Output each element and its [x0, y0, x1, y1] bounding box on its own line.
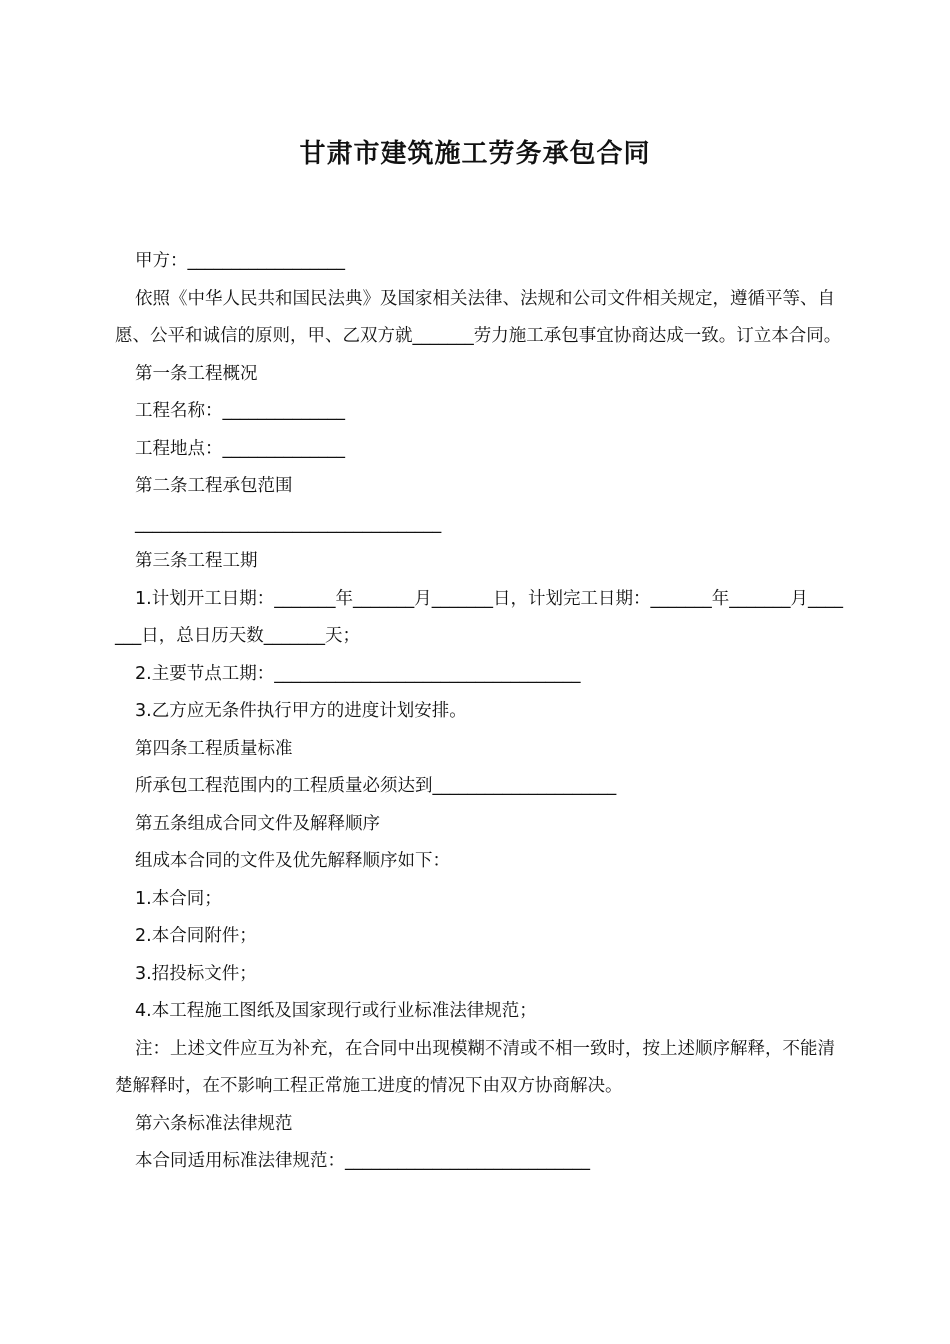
- document-title: 甘肃市建筑施工劳务承包合同: [299, 139, 651, 169]
- article-3-heading: 第三条工程工期: [135, 551, 258, 571]
- document-body: [115, 243, 845, 1181]
- article-6-heading: 第六条标准法律规范: [135, 1113, 293, 1134]
- document-list-item: 3.招投标文件；: [135, 963, 257, 984]
- project-name-line: 工程名称：______________: [135, 401, 345, 421]
- document-list-item: 4.本工程施工图纸及国家现行或行业标准法律规范；: [135, 1001, 537, 1021]
- article-2-heading: 第二条工程承包范围: [135, 476, 293, 496]
- document-list-item: 1.本合同；: [135, 888, 222, 909]
- party-a-line: 甲方：__________________: [135, 251, 345, 271]
- applicable-standards-line: 本合同适用标准法律规范：____________________________: [135, 1151, 590, 1171]
- project-location-line: 工程地点：______________: [135, 438, 345, 459]
- schedule-dates-paragraph: 1.计划开工日期：_______年_______月_______日，计划完工日期：_______年_______月_______日，总日历天数_______天；: [115, 588, 843, 646]
- article-5-heading: 第五条组成合同文件及解释顺序: [135, 813, 380, 834]
- quality-standard-line: 所承包工程范围内的工程质量必须达到_____________________: [135, 776, 617, 796]
- document-list-item: 2.本合同附件；: [135, 926, 257, 946]
- article-1-heading: 第一条工程概况: [135, 363, 258, 384]
- documents-order-intro: 组成本合同的文件及优先解释顺序如下：: [135, 851, 450, 871]
- scope-blank-line: ___________________________________: [135, 513, 442, 534]
- article-4-heading: 第四条工程质量标准: [135, 738, 293, 759]
- preamble-paragraph: 依照《中华人民共和国民法典》及国家相关法律、法规和公司文件相关规定，遵循平等、自愿、公平和诚信的原则，甲、乙双方就_______劳力施工承包事宜协商达成一致。订立本合同。: [115, 288, 842, 346]
- schedule-compliance-line: 3.乙方应无条件执行甲方的进度计划安排。: [135, 701, 467, 721]
- milestone-line: 2.主要节点工期：___________________________________: [135, 663, 581, 684]
- interpretation-note: 注：上述文件应互为补充，在合同中出现模糊不清或不相一致时，按上述顺序解释，不能清楚解释时，在不影响工程正常施工进度的情况下由双方协商解决。: [115, 1038, 835, 1096]
